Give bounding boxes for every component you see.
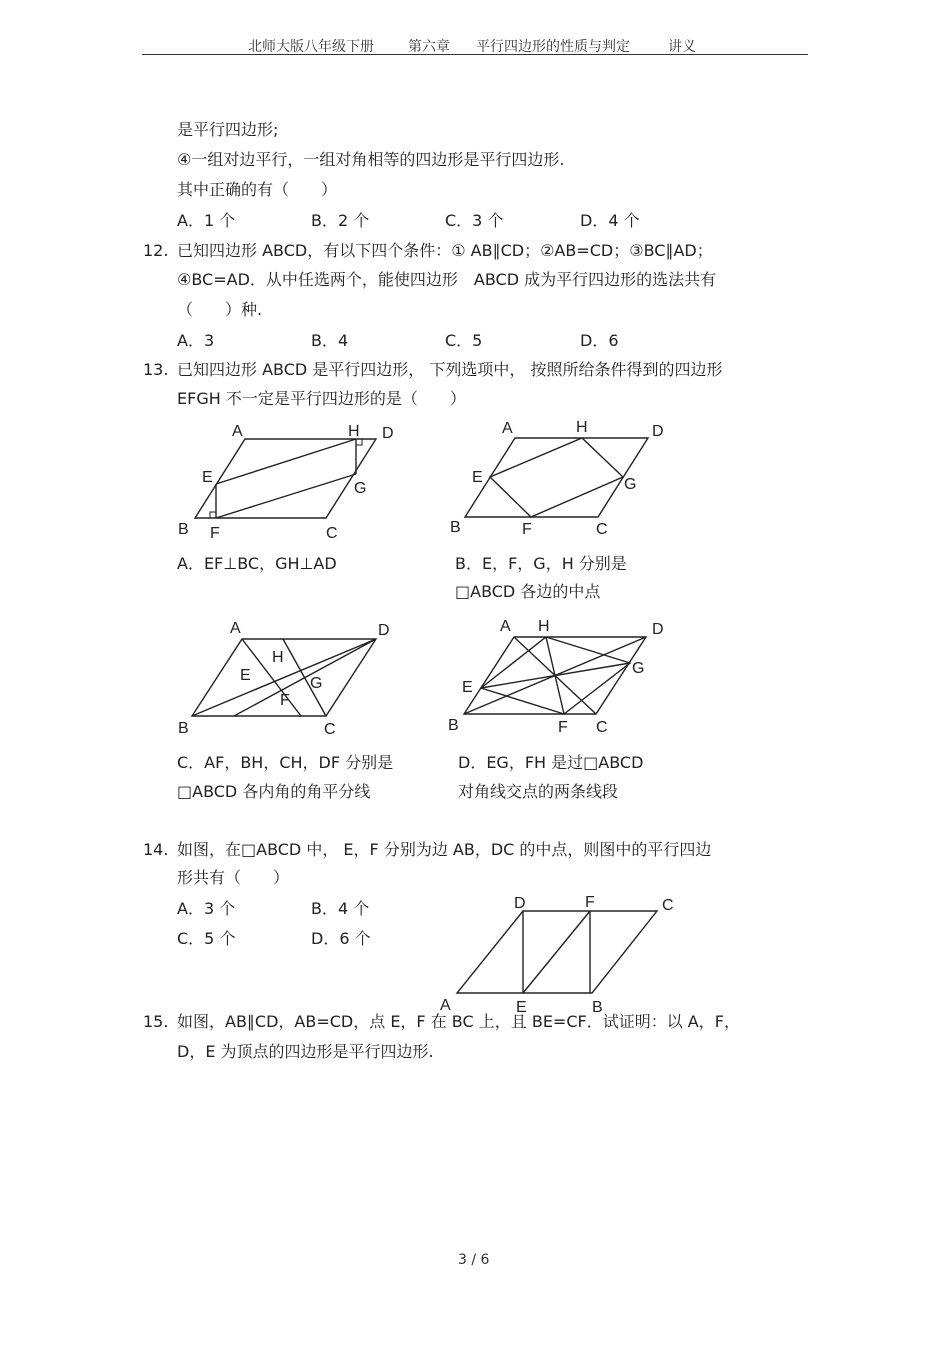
fig-d-label-a: A	[500, 618, 511, 635]
fig-b-label-e: E	[472, 469, 483, 486]
fig-a-label-f: F	[210, 525, 220, 542]
fig-a-label-a: A	[232, 423, 243, 440]
q12-option-d: D．6	[580, 331, 619, 350]
q11-line1: 是平行四边形;	[177, 120, 279, 139]
fig-a-label-d: D	[382, 425, 394, 442]
q11-option-b: B．2 个	[311, 211, 370, 230]
q14-figure	[430, 890, 690, 1018]
fig-b-label-g: G	[624, 476, 637, 493]
fig-b-label-a: A	[502, 420, 513, 437]
q13-option-d-line1: D．EG，FH 是过□ABCD	[458, 753, 644, 772]
q15-line2: D，E 为顶点的四边形是平行四边形.	[177, 1042, 434, 1061]
q11-option-c: C．3 个	[445, 211, 504, 230]
fig14-label-a: A	[440, 997, 451, 1014]
header-chapter: 第六章	[408, 39, 450, 55]
q13-line1: 已知四边形 ABCD 是平行四边形， 下列选项中， 按照所给条件得到的四边形	[177, 360, 723, 379]
q12-line2: ④BC=AD．从中任选两个，能使四边形 ABCD 成为平行四边形的选法共有	[177, 270, 717, 289]
fig-d-label-e: E	[462, 679, 473, 696]
fig14-label-d: D	[514, 895, 526, 912]
header-rule	[142, 54, 808, 55]
fig-c-label-g: G	[310, 675, 323, 692]
q12-option-c: C．5	[445, 331, 483, 350]
fig-b-label-d: D	[652, 423, 664, 440]
q13-option-c-line1: C．AF，BH，CH，DF 分别是	[177, 753, 394, 772]
q11-option-d: D．4 个	[580, 211, 640, 230]
fig-d-label-g: G	[632, 660, 645, 677]
fig-d-label-h: H	[538, 618, 550, 635]
fig-d-label-c: C	[596, 719, 608, 736]
fig-c-label-c: C	[324, 721, 336, 738]
header-topic: 平行四边形的性质与判定	[476, 39, 630, 55]
q13-option-b-line2: □ABCD 各边的中点	[455, 582, 601, 601]
page-number: 3 / 6	[458, 1252, 490, 1268]
q11-option-a: A．1 个	[177, 211, 236, 230]
q13-option-d-line2: 对角线交点的两条线段	[458, 782, 619, 801]
fig-c-label-h: H	[272, 649, 284, 666]
q14-option-b: B．4 个	[311, 899, 370, 918]
fig-d-label-b: B	[448, 717, 459, 734]
q12-option-a: A．3	[177, 331, 215, 350]
q13-figure-b	[440, 414, 680, 542]
q14-line2: 形共有（ ）	[177, 868, 290, 887]
q15-line1: 如图，AB∥CD，AB=CD，点 E，F 在 BC 上，且 BE=CF．试证明：以 A，F，	[177, 1012, 740, 1031]
fig-d-label-d: D	[652, 621, 664, 638]
fig-b-label-f: F	[522, 521, 532, 538]
fig-c-label-e: E	[240, 667, 251, 684]
q12-number: 12.	[143, 241, 169, 260]
q14-option-a: A．3 个	[177, 899, 236, 918]
q14-option-d: D．6 个	[311, 929, 371, 948]
fig-d-label-f: F	[558, 719, 568, 736]
q13-option-c-line2: □ABCD 各内角的角平分线	[177, 782, 371, 801]
q13-option-a: A．EF⊥BC，GH⊥AD	[177, 554, 337, 573]
q13-figure-a	[170, 418, 410, 546]
fig14-label-b: B	[592, 999, 603, 1016]
fig-a-label-g: G	[354, 480, 367, 497]
q14-number: 14.	[143, 840, 169, 859]
q15-number: 15.	[143, 1012, 169, 1031]
header-book: 北师大版八年级下册	[248, 39, 374, 55]
fig14-label-f: F	[585, 894, 595, 911]
q13-figure-d	[440, 612, 680, 740]
q13-option-b-line1: B．E，F，G，H 分别是	[455, 554, 627, 573]
fig-b-label-h: H	[576, 419, 588, 436]
q12-line3: （ ）种.	[177, 300, 263, 319]
q11-line3: 其中正确的有（ ）	[177, 180, 338, 199]
q13-line2: EFGH 不一定是平行四边形的是（ ）	[177, 389, 466, 408]
fig-b-label-b: B	[450, 519, 461, 536]
fig14-label-c: C	[662, 897, 674, 914]
fig-c-label-f: F	[280, 692, 290, 709]
q13-number: 13.	[143, 360, 169, 379]
fig-a-label-e: E	[202, 469, 213, 486]
fig-b-label-c: C	[596, 521, 608, 538]
q11-line2: ④一组对边平行，一组对角相等的四边形是平行四边形.	[177, 150, 565, 169]
fig-c-label-b: B	[178, 720, 189, 737]
fig-a-label-b: B	[178, 521, 189, 538]
fig-a-label-h: H	[348, 423, 360, 440]
q12-option-b: B．4	[311, 331, 349, 350]
q14-line1: 如图，在□ABCD 中， E，F 分别为边 AB，DC 的中点，则图中的平行四边	[177, 840, 712, 859]
fig-a-label-c: C	[326, 525, 338, 542]
header-kind: 讲义	[668, 39, 696, 55]
q12-line1: 已知四边形 ABCD，有以下四个条件：① AB∥CD；②AB=CD；③BC∥AD；	[177, 241, 713, 260]
fig-c-label-a: A	[230, 620, 241, 637]
q13-figure-c	[170, 615, 410, 743]
fig14-label-e: E	[516, 999, 527, 1016]
fig-c-label-d: D	[378, 622, 390, 639]
q14-option-c: C．5 个	[177, 929, 236, 948]
